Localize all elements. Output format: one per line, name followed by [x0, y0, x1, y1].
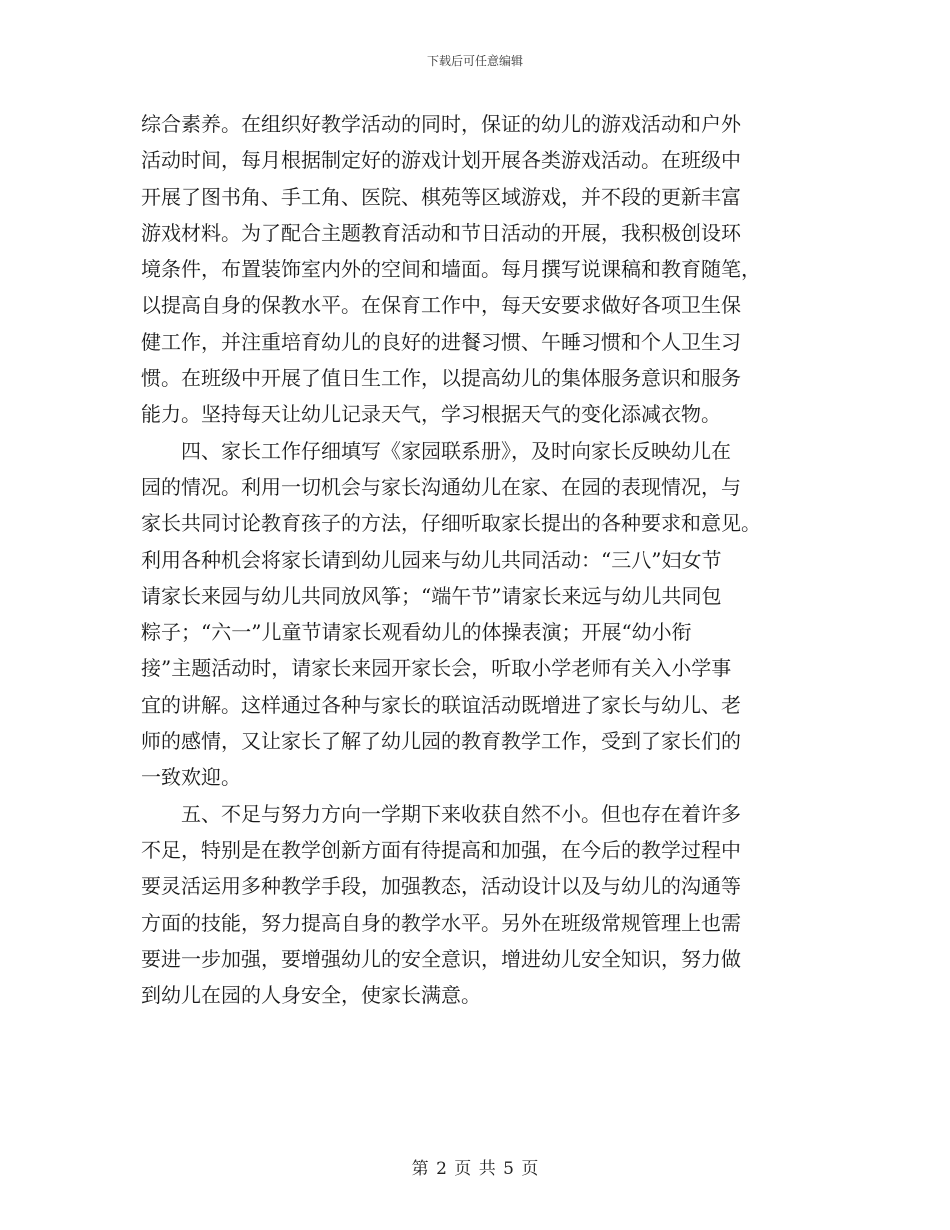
- paragraph-1: [141, 106, 805, 433]
- header-note: 下载后可任意编辑: [426, 54, 523, 68]
- text-line: 家长共同讨论教育孩子的方法，仔细听取家长提出的各种要求和意见。: [141, 511, 761, 536]
- text-line: 园的情况。利用一切机会与家长沟通幼儿在家、在园的表现情况，与: [141, 474, 741, 499]
- text-line: 请家长来园与幼儿共同放风筝；“端午节”请家长来远与幼儿共同包: [141, 583, 722, 608]
- text-line: 粽子；“六一”儿童节请家长观看幼儿的体操表演；开展“幼小衔: [141, 620, 692, 645]
- text-line: 五、不足与努力方向一学期下来收获自然不小。但也存在着许多: [141, 801, 741, 826]
- text-line: 活动时间，每月根据制定好的游戏计划开展各类游戏活动。在班级中: [141, 148, 741, 173]
- text-line: 师的感情，又让家长了解了幼儿园的教育教学工作，受到了家长们的: [141, 729, 741, 754]
- paragraph-2: [141, 433, 805, 796]
- text-line: 要灵活运用多种教学手段，加强教态，活动设计以及与幼儿的沟通等: [141, 874, 741, 899]
- text-line: 境条件，布置装饰室内外的空间和墙面。每月撰写说课稿和教育随笔，: [141, 257, 761, 282]
- text-line: 开展了图书角、手工角、医院、棋苑等区域游戏，并不段的更新丰富: [141, 184, 741, 209]
- text-line: 方面的技能，努力提高自身的教学水平。另外在班级常规管理上也需: [141, 910, 741, 935]
- text-line: 不足，特别是在教学创新方面有待提高和加强，在今后的教学过程中: [141, 837, 741, 862]
- text-line: 能力。坚持每天让幼儿记录天气，学习根据天气的变化添减衣物。: [141, 402, 721, 427]
- text-line: 四、家长工作仔细填写《家园联系册》，及时向家长反映幼儿在: [141, 438, 731, 463]
- text-line: 宜的讲解。这样通过各种与家长的联谊活动既增进了家长与幼儿、老: [141, 692, 741, 717]
- document-body: [141, 106, 805, 1013]
- text-line: 要进一步加强，要增强幼儿的安全意识，增进幼儿安全知识，努力做: [141, 946, 741, 971]
- text-line: 一致欢迎。: [141, 765, 241, 790]
- page-number: 第 2 页 共 5 页: [411, 1159, 539, 1179]
- text-line: 利用各种机会将家长请到幼儿园来与幼儿共同活动：“三八”妇女节: [141, 547, 722, 572]
- text-line: 惯。在班级中开展了值日生工作，以提高幼儿的集体服务意识和服务: [141, 366, 741, 391]
- text-line: 接”主题活动时，请家长来园开家长会，听取小学老师有关入小学事: [141, 656, 732, 681]
- text-line: 综合素养。在组织好教学活动的同时，保证的幼儿的游戏活动和户外: [141, 112, 741, 136]
- text-line: 以提高自身的保教水平。在保育工作中，每天安要求做好各项卫生保: [141, 293, 741, 318]
- text-line: 到幼儿在园的人身安全，使家长满意。: [141, 983, 481, 1008]
- text-line: 健工作，并注重培育幼儿的良好的进餐习惯、午睡习惯和个人卫生习: [141, 329, 741, 354]
- text-line: 游戏材料。为了配合主题教育活动和节日活动的开展，我积极创设环: [141, 220, 741, 245]
- paragraph-3: [141, 796, 805, 1014]
